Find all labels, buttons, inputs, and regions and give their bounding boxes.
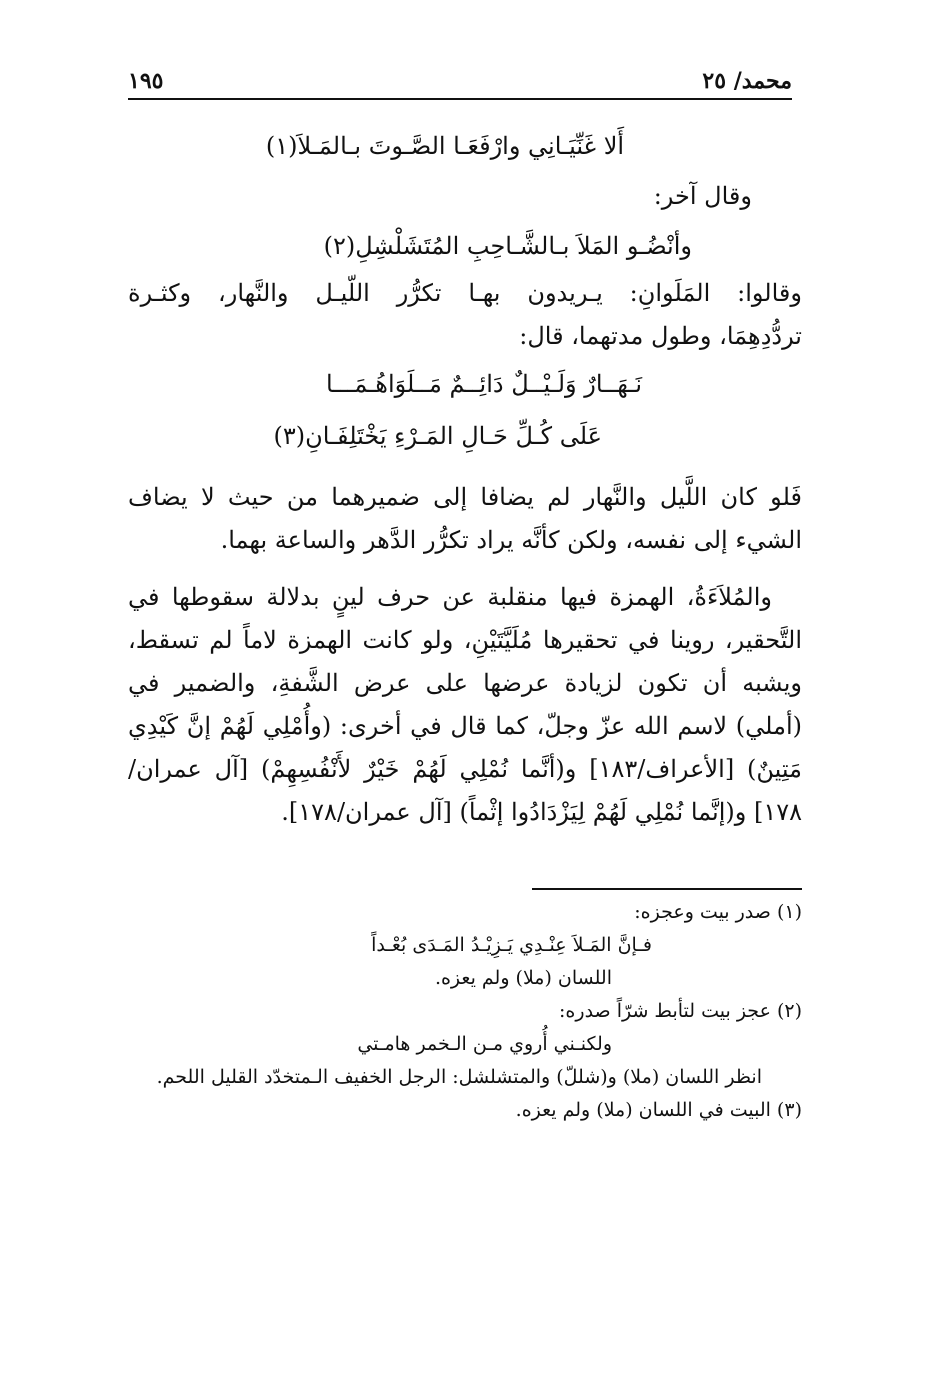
verse-3-first-hemistich: نَـهَــارٌ وَلَـيْــلٌ دَائِــمٌ مَــلَوَاهُـمَـــا bbox=[325, 370, 642, 398]
paragraph-2: فَلو كان اللَّيل والنَّهار لم يضافا إلى ضميرهما من حيث لا يضاف الشيء إلى نفسه، ولكن كأنَّه يراد تكرُّر الدَّهر والساعة بهما. bbox=[128, 483, 802, 554]
footnote-1-verse: فـإنَّ المَـلاَ عِنْـدِي يَـزِيْـدُ المَـدَى بُعْـداً bbox=[371, 934, 652, 956]
intro-line-2: وقال آخر: bbox=[653, 182, 752, 210]
footnote-3: (٣) البيت في اللسان (ملا) ولم يعزه. bbox=[515, 1099, 802, 1121]
paragraph-1-line-1: وقالوا: المَلَوانِ: يـريدون بهـا تكرُّر اللّيـل والنَّهار، وكثـرة bbox=[128, 279, 802, 307]
footnote-1-title: (١) صدر بيت وعجزه: bbox=[634, 901, 802, 923]
paragraph-1-line-2: تردُّدِهِمَا، وطول مدتهما، قال: bbox=[519, 322, 802, 350]
main-text bbox=[128, 120, 802, 834]
paragraph-3: والمُلاَءَةُ، الهمزة فيها منقلبة عن حرف لينٍ بدلالة سقوطها في التَّحقير، روينا في تحقيرها مُلَيَّتَيْنِ، ولو كانت الهمزة لاماً لم تسقط، ويشبه أن تكون لزيادة عرضها على عرض الشَّفةِ، والضمير في (أملي) لاسم الله عزّ وجلّ، كما قال في أخرى: (وأُمْلِي لَهُمْ إنَّ كَيْدِي مَتِينٌ) [الأعراف/١٨٣] و(أنَّما نُمْلِي لَهُمْ خَيْرٌ لأَنْفُسِهِمْ) [آل عمران/١٧٨] و(إنَّما نُمْلِي لَهُمْ لِيَزْدَادُوا إثْماً) [آل عمران/١٧٨]. bbox=[128, 583, 803, 826]
footnote-2-verse: ولكنـني أُروي مـن الـخمر هامـتي bbox=[357, 1033, 612, 1055]
footnote-2-title: (٢) عجز بيت لتأبط شرّاً صدره: bbox=[559, 1000, 802, 1022]
page-header bbox=[128, 50, 792, 100]
running-title: محمد/ ٢٥ bbox=[702, 68, 792, 94]
verse-1: أَلا غَنِّيَـانِي وارْفَعَـا الصَّـوتَ بـالمَـلاَ(١) bbox=[265, 132, 625, 160]
footnote-1-source: اللسان (ملا) ولم يعزه. bbox=[434, 967, 612, 989]
verse-2: وأنْضُـو المَلاَ بـالشَّـاحِبِ المُتَشَلْشِلِ(٢) bbox=[323, 232, 692, 260]
footnotes bbox=[128, 888, 802, 1127]
page-number: ١٩٥ bbox=[128, 68, 164, 94]
footnote-2-note: انظر اللسان (ملا) و(شللّ) والمتشلشل: الرجل الخفيف الـمتخدّد القليل اللحم. bbox=[156, 1066, 762, 1088]
verse-3-second-hemistich: عَلَى كُـلِّ حَـالِ المَـرْءِ يَخْتَلِفَـانِ(٣) bbox=[273, 422, 602, 450]
footnote-divider bbox=[532, 888, 802, 890]
